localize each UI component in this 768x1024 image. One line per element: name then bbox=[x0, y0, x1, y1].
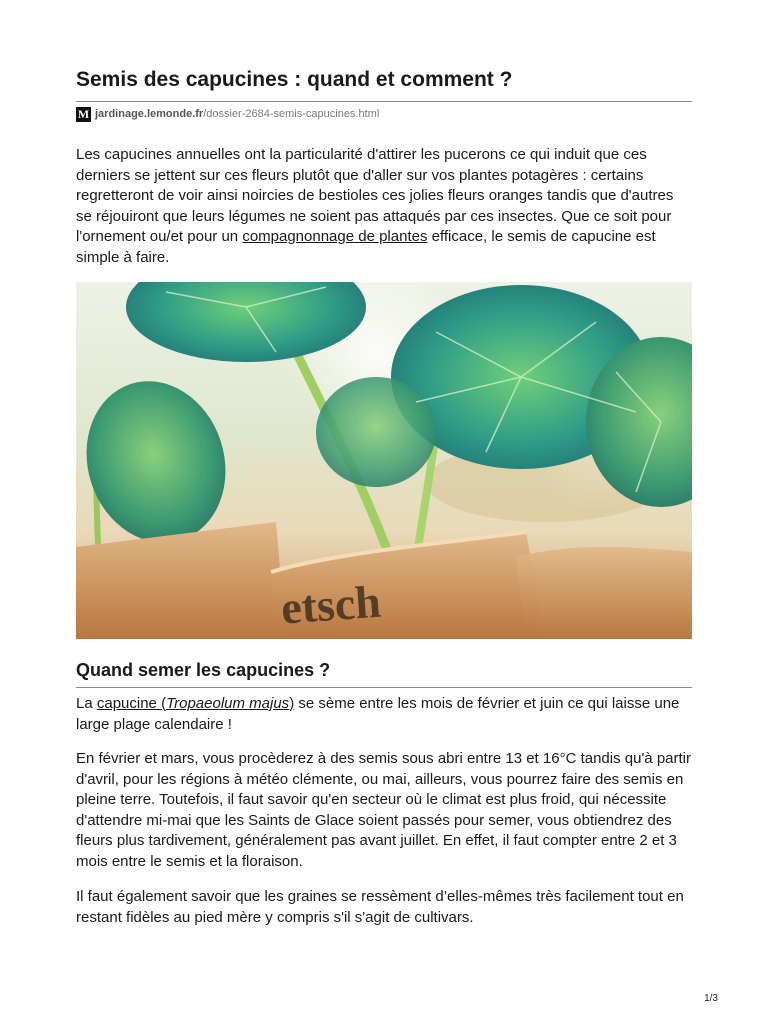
pot-print-text: etsch bbox=[279, 575, 383, 634]
intro-text-end: efficace, le semis de capucine est simple à faire. bbox=[76, 228, 656, 266]
page-title: Semis des capucines : quand et comment ? bbox=[76, 68, 513, 91]
lemonde-logo-icon: M bbox=[77, 106, 90, 121]
link-text: capucine ( bbox=[96, 695, 167, 712]
intro-text: Les capucines annuelles ont la particularité d'attirer les pucerons ce qui induit que ces derniers se jettent sur ces fleurs plutôt que d'aller sur vos plantes potagères : certains regretteront de voir ainsi noircies de bestioles ces jolies fleurs oranges tandis que d'autres se réjouiront que leurs légumes ne soient pas attaqués par ces insectes. Que ce soit pour l'ornement ou/et pour un bbox=[76, 146, 674, 245]
section1-paragraph-2: En février et mars, vous procèderez à des semis sous abri entre 13 et 16°C tandis qu'à partir d'avril, pour les régions à météo clémente, ou mai, ailleurs, vous pourrez faire des semis en pleine terre. Toutefois, il faut savoir qu'en secteur où le climat est plus froid, qui nécessite d'attendre mi-mai que les Saints de Glace soient passés pour semer, vous obtiendrez des fleurs plus tardivement, généralement pas avant juillet. En effet, il faut compter entre 2 et 3 mois entre le semis et la floraison. bbox=[76, 750, 691, 870]
section1-paragraph-1 bbox=[76, 694, 692, 735]
text: se sème entre les mois de février et juin ce qui laisse une large plage calendaire ! bbox=[76, 695, 680, 733]
text: La bbox=[76, 695, 97, 712]
source-domain: jardinage.lemonde.fr bbox=[95, 108, 204, 120]
title-divider bbox=[76, 101, 692, 102]
photo-illustration bbox=[76, 282, 692, 639]
section-divider bbox=[76, 687, 692, 688]
section1-paragraph-3: Il faut également savoir que les graines se ressèment d’elles-mêmes très facilement tout en restant fidèles au pied mère y compris s'il s'agit de cultivars. bbox=[76, 888, 684, 926]
nasturtium-seedlings-photo bbox=[76, 282, 692, 639]
link-close: ) bbox=[289, 695, 295, 712]
capucine-link[interactable] bbox=[97, 695, 294, 712]
source-path: /dossier-2684-semis-capucines.html bbox=[203, 108, 380, 120]
latin-name: Tropaeolum majus bbox=[166, 695, 290, 712]
source-line bbox=[76, 105, 379, 123]
section-heading-quand-semer: Quand semer les capucines ? bbox=[76, 660, 331, 680]
compagnonnage-link[interactable]: compagnonnage de plantes bbox=[242, 228, 428, 245]
intro-paragraph bbox=[76, 145, 692, 268]
page-number: 1/3 bbox=[704, 993, 718, 1004]
source-link[interactable] bbox=[95, 108, 379, 120]
